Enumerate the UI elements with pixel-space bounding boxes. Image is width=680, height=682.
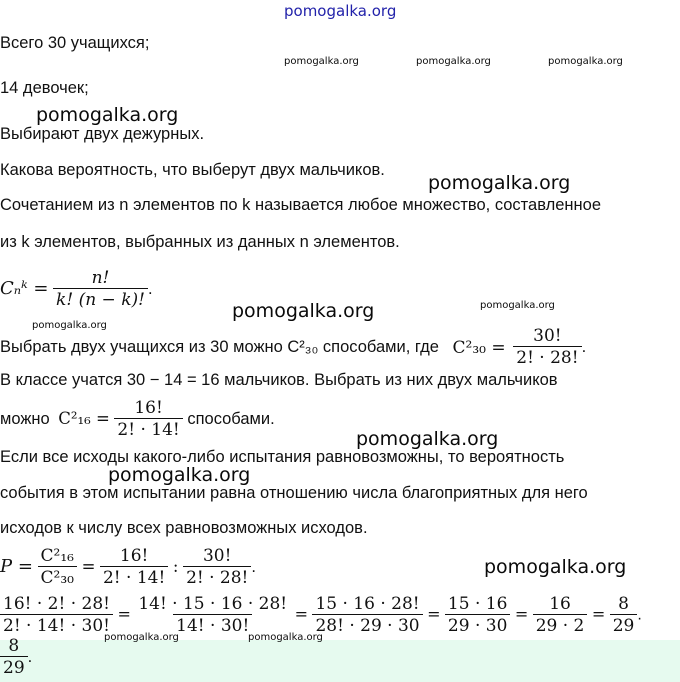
text-girls: 14 девочек;: [0, 79, 89, 97]
text-question: Какова вероятность, что выберут двух мальчиков.: [0, 161, 385, 179]
formula-combination: Cₙᵏ = $\frac{n!}{k! (n - k)!}$ .: [0, 268, 153, 310]
watermark: pomogalka.org: [284, 56, 359, 67]
p-eq2-num: 16!: [119, 546, 149, 566]
c30-value: [513, 326, 581, 369]
p-eq3-num: 30!: [202, 546, 232, 566]
chain-frac-4: [445, 594, 510, 637]
c30-lhs: C²₃₀ =: [452, 337, 506, 358]
watermark: pomogalka.org: [32, 320, 107, 331]
p-frac-2: [100, 546, 168, 589]
watermark: pomogalka.org: [36, 104, 179, 126]
c16-num: 16!: [134, 398, 163, 418]
p-frac-3: [183, 546, 251, 589]
comb-num: n!: [91, 268, 110, 288]
text-total: Всего 30 учащихся;: [0, 34, 150, 52]
text-definition-1: Сочетанием из n элементов по k называется любое множество, составленное: [0, 196, 602, 214]
final-fraction: [0, 636, 28, 679]
c16-lhs: C²₁₆ =: [58, 408, 110, 428]
text-prob-3: исходов к числу всех равновозможных исходов.: [0, 519, 368, 537]
text-choose-two: Выбрать двух учащихся из 30 можно C²₃₀ способами, где C²₃₀ = $\frac{30!}{2! \cdot 28!}$ .: [0, 326, 587, 368]
text-boys: В классе учатся 30 − 14 = 16 мальчиков. Выбрать из них двух мальчиков: [0, 371, 558, 389]
comb-lhs: Cₙᵏ =: [0, 277, 49, 299]
watermark: pomogalka.org: [548, 56, 623, 67]
comb-fraction: [53, 268, 148, 311]
chain-2-num: 14! · 15 · 16 · 28!: [138, 594, 288, 614]
chain-frac-6: [610, 594, 638, 637]
chain-6-den: 29: [610, 614, 638, 637]
chain-5-den: 29 · 2: [533, 614, 588, 637]
text-choose: Выбирают двух дежурных.: [0, 125, 205, 143]
p-lhs: P =: [0, 555, 33, 577]
chain-frac-5: [533, 594, 588, 637]
final-num: 8: [8, 636, 20, 656]
ways-text: способами.: [187, 409, 275, 428]
c30-fraction: [450, 338, 509, 358]
p-div: :: [172, 556, 179, 576]
chain-1-den: 2! · 14! · 30!: [0, 614, 113, 637]
p-num: C²₁₆: [40, 546, 74, 566]
chain-frac-2: [135, 594, 290, 637]
final-den: 29: [0, 656, 28, 679]
p-den: C²₃₀: [38, 566, 77, 589]
chain-1-num: 16! · 2! · 28!: [3, 594, 110, 614]
c16-fraction: [114, 398, 182, 441]
c30-den: 2! · 28!: [513, 346, 581, 369]
text-prob-1: Если все исходы какого-либо испытания равновозможны, то вероятность: [0, 448, 565, 466]
p-eq2-den: 2! · 14!: [100, 566, 168, 589]
text-definition-2: из k элементов, выбранных из данных n элементов.: [0, 233, 400, 251]
chain-frac-1: [0, 594, 113, 637]
p-frac-1: [38, 546, 77, 589]
c16-den: 2! · 14!: [114, 418, 182, 441]
can-text: можно: [0, 409, 50, 428]
chain-4-den: 29 · 30: [445, 614, 510, 637]
watermark: pomogalka.org: [248, 632, 323, 643]
choose-two-text: Выбрать двух учащихся из 30 можно C²₃₀ способами, где: [0, 337, 439, 356]
watermark: pomogalka.org: [480, 300, 555, 311]
text-c16: [0, 398, 275, 441]
watermark-top: pomogalka.org: [284, 2, 397, 20]
watermark: pomogalka.org: [356, 428, 499, 450]
text-prob-2: события в этом испытании равна отношению числа благоприятных для него: [0, 484, 588, 502]
p-eq3-den: 2! · 28!: [183, 566, 251, 589]
chain-4-num: 15 · 16: [447, 594, 508, 614]
watermark: pomogalka.org: [428, 172, 571, 194]
watermark: pomogalka.org: [108, 464, 251, 486]
chain-3-den: 28! · 29 · 30: [312, 614, 422, 637]
formula-probability: P = $\frac{\text{C²₁₆}}{\text{C²₃₀}}$ = $\frac{16!}{2! \cdot 14!}$ : $\frac{30!}{2! \cdot 28!}$ .: [0, 546, 256, 588]
highlight-band: [0, 640, 680, 682]
watermark: pomogalka.org: [232, 300, 375, 322]
watermark: pomogalka.org: [484, 556, 627, 578]
formula-chain: $\frac{16! \cdot 2! \cdot 28!}{2! \cdot 14! \cdot 30!}$ = $\frac{14! \cdot 15 \cdot 16 \cdot 28!}{14! \cdot 30!}$ = $\frac{15 \cdot 16 \cdot 28!}{28! \cdot 29 \cdot 30}$ = $\frac{15 \cdot 16}{29 \cdot 30}$ = $\frac{16}{29 \cdot 2}$ = $\frac{8}{29}$ .: [0, 594, 642, 637]
final-answer: $\frac{8}{29}$ .: [0, 636, 32, 679]
chain-2-den: 14! · 30!: [173, 614, 252, 637]
watermark: pomogalka.org: [416, 56, 491, 67]
chain-5-num: 16: [549, 594, 571, 614]
comb-den: k! (n − k)!: [53, 288, 148, 311]
chain-3-num: 15 · 16 · 28!: [315, 594, 420, 614]
c30-num: 30!: [533, 326, 562, 346]
chain-6-num: 8: [618, 594, 629, 614]
chain-frac-3: [312, 594, 422, 637]
watermark: pomogalka.org: [104, 632, 179, 643]
